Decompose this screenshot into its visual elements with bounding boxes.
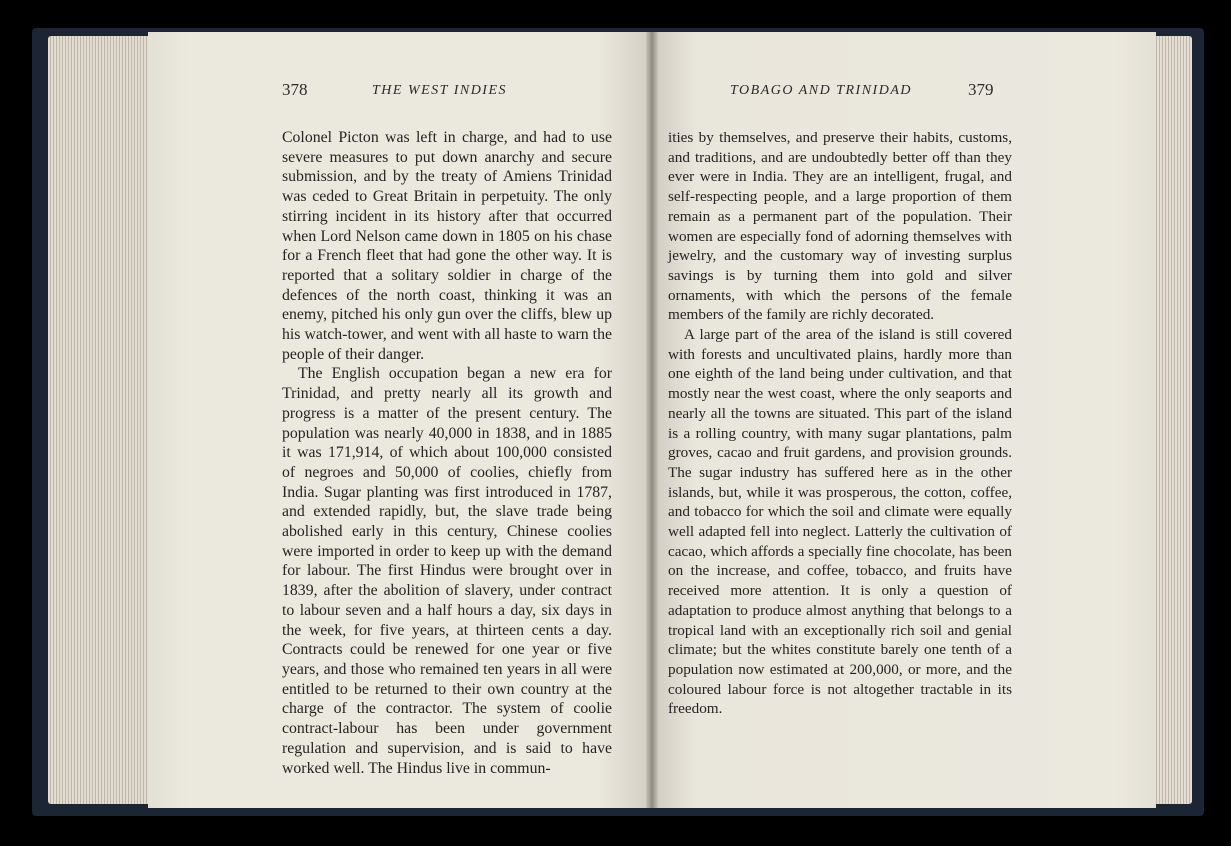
left-running-head: THE WEST INDIES bbox=[372, 83, 508, 98]
right-page-number: 379 bbox=[968, 80, 994, 99]
right-page-header bbox=[668, 80, 1012, 104]
book-gutter bbox=[646, 32, 658, 808]
paragraph: A large part of the area of the island is still covered with forests and uncultivated plains, hardly more than one eighth of the land being under cultivation, and that mostly near the west coast, where the only seaports and nearly all the towns are situated. This part of the island is a rolling country, with many sugar plantations, palm groves, cacao and fruit gardens, and provision grounds. The sugar industry has suffered here as in the other islands, but, while it was prosperous, the cotton, coffee, and tobacco for which the soil and climate were equally well adapted fell into neglect. Latterly the cultivation of cacao, which affords a specially fine chocolate, has been on the increase, and coffee, tobacco, and fruits have received more attention. It is only a question of adaptation to produce almost anything that belongs to a tropical land with an exceptionally rich soil and genial climate; but the whites constitute barely one tenth of a population now estimated at 200,000, or more, and the coloured labour force is not altogether tractable in its freedom. bbox=[668, 326, 1012, 718]
left-page-body bbox=[282, 128, 612, 778]
left-page-number: 378 bbox=[282, 80, 308, 99]
right-running-head: TOBAGO AND TRINIDAD bbox=[730, 83, 912, 98]
paragraph: Colonel Picton was left in charge, and had to use severe measures to put down anarchy and secure submission, and by the treaty of Amiens Trinidad was ceded to Great Britain in perpetuity. The only stirring incident in its history after that occurred when Lord Nelson came down in 1805 on his chase for a French fleet that had gone the other way. It is reported that a solitary soldier in charge of the defences of the north coast, thinking it was an enemy, pitched his only gun over the cliffs, blew up his watch-tower, and went with all haste to warn the people of their danger. bbox=[282, 129, 612, 363]
paragraph: The English occupation began a new era for Trinidad, and pretty nearly all its growth and progress is a matter of the present century. The population was nearly 40,000 in 1838, and in 1885 it was 171,914, of which about 100,000 consisted of negroes and 50,000 of coolies, chiefly from India. Sugar planting was first introduced in 1787, and extended rapidly, but, the slave trade being abolished early in this century, Chinese coolies were imported in order to keep up with the demand for labour. The first Hindus were brought over in 1839, after the abolition of slavery, under contract to labour seven and a half hours a day, six days in the week, for five years, at thirteen cents a day. Contracts could be renewed for one year or five years, and those who remained ten years in all were entitled to be returned to their own country at the charge of the contractor. The system of coolie contract-labour has been under government regulation and supervision, and is said to have worked well. The Hindus live in commun- bbox=[282, 365, 612, 777]
left-page-header bbox=[282, 80, 612, 104]
right-page-body bbox=[668, 128, 1012, 719]
paragraph: ities by themselves, and preserve their habits, customs, and traditions, and are undoubtedly better off than they ever were in India. They are an intelligent, frugal, and self-respecting people, and a large proportion of them remain as a permanent part of the population. Their women are especially fond of adorning themselves with jewelry, and the customary way of investing surplus savings is by turning them into gold and silver ornaments, with which the persons of the female members of the family are richly decorated. bbox=[668, 129, 1012, 324]
page-edges-right bbox=[1150, 36, 1192, 804]
